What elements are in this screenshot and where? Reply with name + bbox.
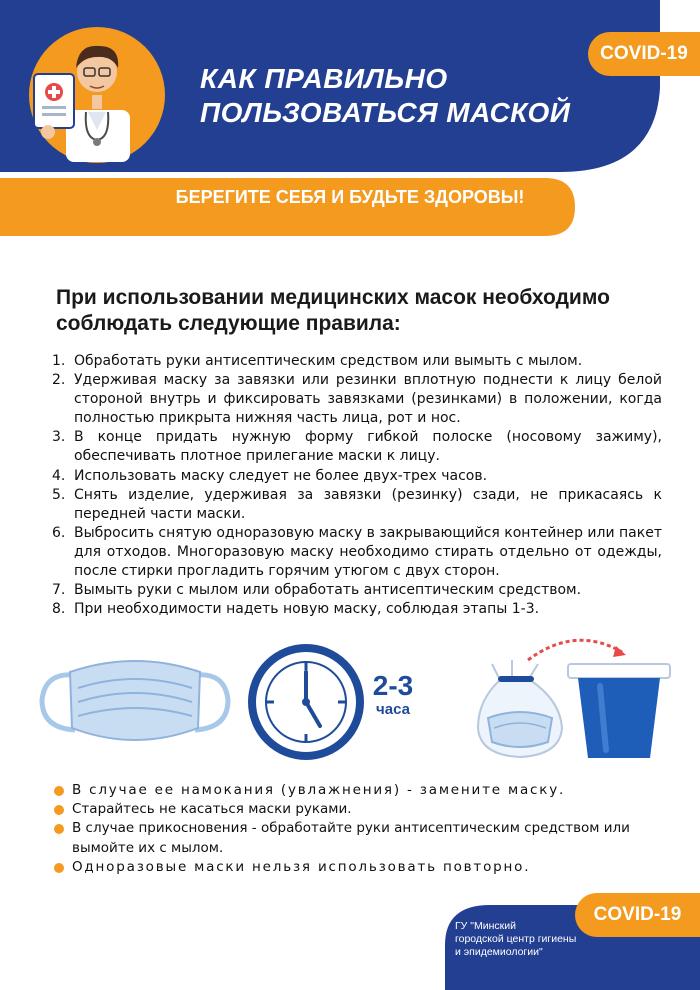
rule-text: Использовать маску следует не более двух-трех часов. xyxy=(74,467,488,484)
face-mask-icon xyxy=(42,661,228,740)
rule-item xyxy=(52,371,662,428)
rule-number: 7. xyxy=(52,582,66,599)
tips-list xyxy=(54,781,654,877)
rule-item xyxy=(52,600,662,619)
duration-unit: часа xyxy=(376,701,410,718)
covid-badge-top: COVID-19 xyxy=(588,32,700,76)
rule-text: Снять изделие, удерживая за завязки (резинку) сзади, не прикасаясь к передней части маски. xyxy=(74,486,662,522)
banner-slogan: БЕРЕГИТЕ СЕБЯ И БУДЬТЕ ЗДОРОВЫ! xyxy=(175,187,525,207)
org-line-3: и эпидемиологии" xyxy=(455,946,543,958)
rule-text: Обработать руки антисептическим средством или вымыть с мылом. xyxy=(74,353,583,369)
tip-text: Старайтесь не касаться маски руками. xyxy=(72,801,352,818)
rules-intro: При использовании медицинских масок необходимо соблюдать следующие правила: xyxy=(56,286,610,335)
rule-number: 4. xyxy=(52,467,66,484)
rule-number: 8. xyxy=(52,601,66,618)
tip-item xyxy=(54,781,654,800)
covid-badge-bottom: COVID-19 xyxy=(575,893,700,937)
trash-bag-icon xyxy=(478,660,562,757)
rule-number: 3. xyxy=(52,429,66,446)
tip-item xyxy=(54,819,654,857)
rule-item xyxy=(52,581,662,600)
rule-item xyxy=(52,486,662,524)
rule-text: В конце придать нужную форму гибкой полоске (носовому зажиму), обеспечивать плотное прилегание маски к лицу. xyxy=(74,429,662,465)
tip-text: В случае ее намокания (увлажнения) - замените маску. xyxy=(72,782,566,798)
rule-text: Удерживая маску за завязки или резинки вплотную поднести к лицу белой стороной внутрь и фиксировать завязками (резинками) в положении, когда полностью прикрыта нижняя часть лица, рот и нос. xyxy=(74,372,662,427)
bullet-icon xyxy=(54,805,64,815)
rule-number: 2. xyxy=(52,372,66,389)
illustrations-row xyxy=(0,636,700,776)
tip-text: Одноразовые маски нельзя использовать повторно. xyxy=(72,858,531,875)
duration-label xyxy=(358,671,428,719)
rule-text: Выбросить снятую одноразовую маску в закрывающийся контейнер или пакет для отходов. Многоразовую маску необходимо стирать отдельно от одежды, после стирки прогладить горячим утюгом с двух сторон. xyxy=(74,524,662,580)
bullet-icon xyxy=(54,786,64,796)
clock-icon xyxy=(252,648,360,756)
tip-text: В случае прикосновения - обработайте руки антисептическим средством или вымойте их с мылом. xyxy=(72,820,630,856)
rule-number: 6. xyxy=(52,524,66,541)
org-line-2: городской центр гигиены xyxy=(455,933,577,945)
organization-name xyxy=(455,920,595,959)
rule-number: 5. xyxy=(52,486,66,503)
bin-icon xyxy=(568,664,670,758)
title-line-2: ПОЛЬЗОВАТЬСЯ МАСКОЙ xyxy=(200,97,571,128)
rules-list xyxy=(52,352,662,619)
tip-item xyxy=(54,800,654,819)
rule-item xyxy=(52,467,662,486)
rule-item xyxy=(52,352,662,371)
title-line-1: КАК ПРАВИЛЬНО xyxy=(200,63,448,94)
rule-text: Вымыть руки с мылом или обработать антисептическим средством. xyxy=(74,582,582,599)
rule-text: При необходимости надеть новую маску, соблюдая этапы 1-3. xyxy=(74,601,540,618)
arrow-icon xyxy=(528,640,622,660)
duration-value: 2-3 xyxy=(372,670,414,701)
bullet-icon xyxy=(54,863,64,873)
rule-item xyxy=(52,524,662,581)
org-line-1: ГУ "Минский xyxy=(455,920,516,932)
rule-number: 1. xyxy=(52,353,66,369)
poster-title xyxy=(200,62,580,130)
bullet-icon xyxy=(54,824,64,834)
tip-item xyxy=(54,858,654,877)
rule-item xyxy=(52,428,662,466)
